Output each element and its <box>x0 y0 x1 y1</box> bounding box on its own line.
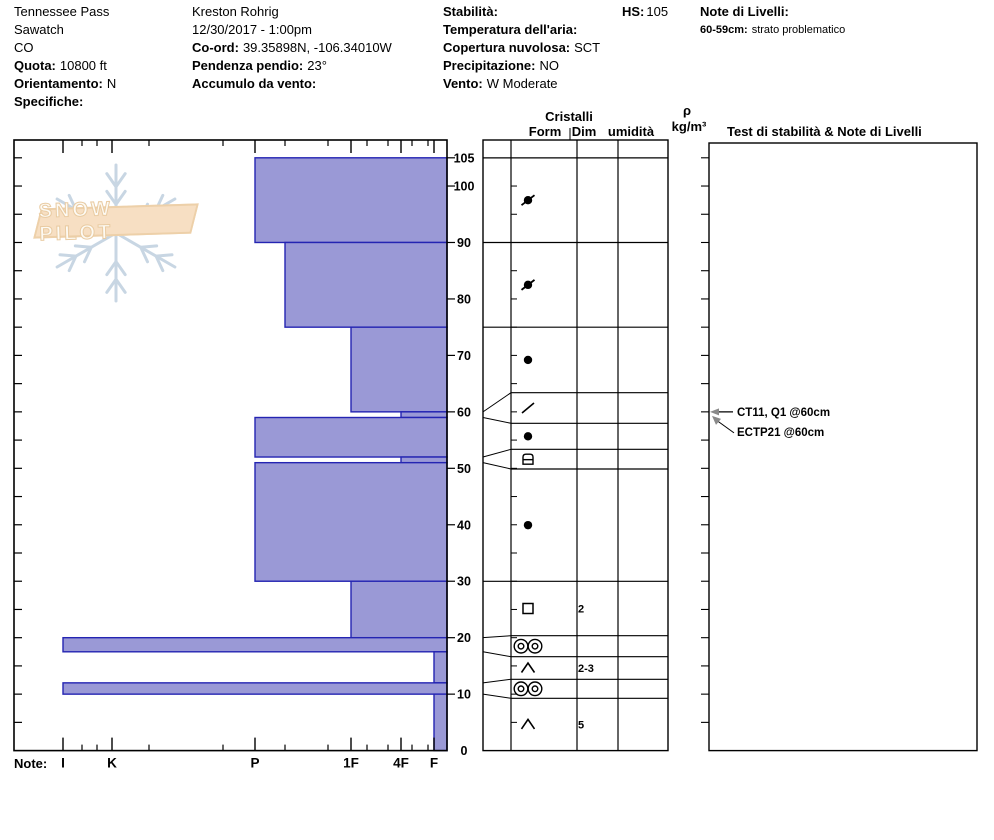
site-aspect: Orientamento: N <box>14 76 117 91</box>
svg-text:30: 30 <box>457 574 471 589</box>
layer-bar-17.5-12cm <box>434 652 447 683</box>
annotation-ct: CT11, Q1 @60cm <box>737 406 831 419</box>
form-symbol-dot <box>524 356 532 364</box>
stability-tests-box <box>701 143 977 751</box>
form-symbol-caret <box>522 719 535 729</box>
layer-bar-12-10cm <box>63 683 447 694</box>
site-specifics: Specifiche: <box>14 94 84 109</box>
layer-bar-30-20cm <box>351 581 447 637</box>
svg-text:4F: 4F <box>393 755 409 771</box>
air-temperature: Temperatura dell'aria: <box>443 22 578 37</box>
precipitation: Precipitazione: NO <box>443 58 559 73</box>
form-column-header: Form <box>528 124 562 139</box>
note-label: Note: <box>14 756 48 771</box>
observer-name: Kreston Rohrig <box>192 4 279 19</box>
svg-text:P: P <box>250 755 260 771</box>
form-symbol-dot <box>524 432 532 440</box>
hardness-bars <box>63 158 447 751</box>
layer-bar-10-0cm <box>434 694 447 750</box>
svg-text:60: 60 <box>457 405 471 420</box>
svg-text:90: 90 <box>457 235 471 250</box>
form-symbol-double-circles <box>514 682 542 696</box>
sky-cover: Copertura nuvolosa: SCT <box>443 40 601 55</box>
hardness-axis-labels <box>61 756 438 771</box>
site-state: CO <box>14 40 34 55</box>
coordinates: Co-ord: 39.35898N, -106.34010W <box>192 40 392 55</box>
snowpilot-logo-text: SNOW PILOT <box>38 198 114 246</box>
wind-loading: Accumulo da vento: <box>192 76 317 91</box>
svg-text:F: F <box>429 755 439 771</box>
stability: Stabilità: <box>443 4 498 19</box>
crystal-symbols <box>514 195 594 731</box>
svg-text:I: I <box>61 755 65 771</box>
layer-bar-59-52cm <box>255 418 447 458</box>
layer-bar-105-90cm <box>255 158 447 243</box>
dim-value: 2 <box>578 603 585 616</box>
svg-text:K: K <box>107 755 117 771</box>
crystal-grid <box>483 128 668 751</box>
dim-value: 2-3 <box>578 663 594 675</box>
density-rho-header: ρ <box>682 103 692 118</box>
layer-bar-60-59cm <box>401 412 447 418</box>
humidity-column-header: umidità <box>607 124 655 139</box>
test-annotations <box>710 407 830 439</box>
snowpilot-logo-banner <box>33 198 199 246</box>
layer-bar-90-75cm <box>285 242 447 327</box>
observation-datetime: 12/30/2017 - 1:00pm <box>192 22 312 37</box>
svg-text:70: 70 <box>457 348 471 363</box>
layer-bar-75-60cm <box>351 327 447 412</box>
site-name: Tennessee Pass <box>14 4 110 19</box>
form-symbol-double-circles <box>514 639 542 653</box>
density-unit-header: kg/m³ <box>671 119 707 134</box>
form-symbol-crust-lock <box>523 454 533 464</box>
layer-bar-20-17.5cm <box>63 638 447 652</box>
svg-text:50: 50 <box>457 461 471 476</box>
annotation-ect: ECTP21 @60cm <box>737 426 825 439</box>
form-symbol-dot-slash <box>522 195 535 205</box>
wind: Vento: W Moderate <box>443 76 558 91</box>
form-symbol-square <box>523 604 533 614</box>
cristalli-header: Cristalli <box>545 109 593 124</box>
tests-column-header: Test di stabilità & Note di Livelli <box>727 124 922 139</box>
dim-column-header: Dim <box>571 124 597 139</box>
svg-text:20: 20 <box>457 631 471 646</box>
svg-text:105: 105 <box>453 151 475 166</box>
layer-note: 60-59cm: strato problematico <box>700 24 846 36</box>
svg-text:10: 10 <box>457 687 471 702</box>
slope-angle: Pendenza pendio: 23° <box>192 58 327 73</box>
site-range: Sawatch <box>14 22 64 37</box>
svg-text:100: 100 <box>453 179 475 194</box>
form-symbol-dot <box>524 521 532 529</box>
dim-value: 5 <box>578 719 585 732</box>
form-symbol-dot-slash <box>522 280 535 290</box>
layer-bar-52-51cm <box>401 457 447 463</box>
svg-text:40: 40 <box>457 518 471 533</box>
layer-bar-51-30cm <box>255 463 447 582</box>
svg-text:80: 80 <box>457 292 471 307</box>
depth-axis-labels <box>454 151 475 758</box>
form-symbol-caret <box>522 663 535 673</box>
layer-notes-title: Note di Livelli: <box>700 4 789 19</box>
svg-text:1F: 1F <box>343 755 359 771</box>
form-symbol-slash <box>522 403 534 413</box>
svg-text:0: 0 <box>460 744 468 759</box>
site-elevation: Quota: 10800 ft <box>14 58 107 73</box>
snow-height: HS: 105 <box>622 4 669 19</box>
